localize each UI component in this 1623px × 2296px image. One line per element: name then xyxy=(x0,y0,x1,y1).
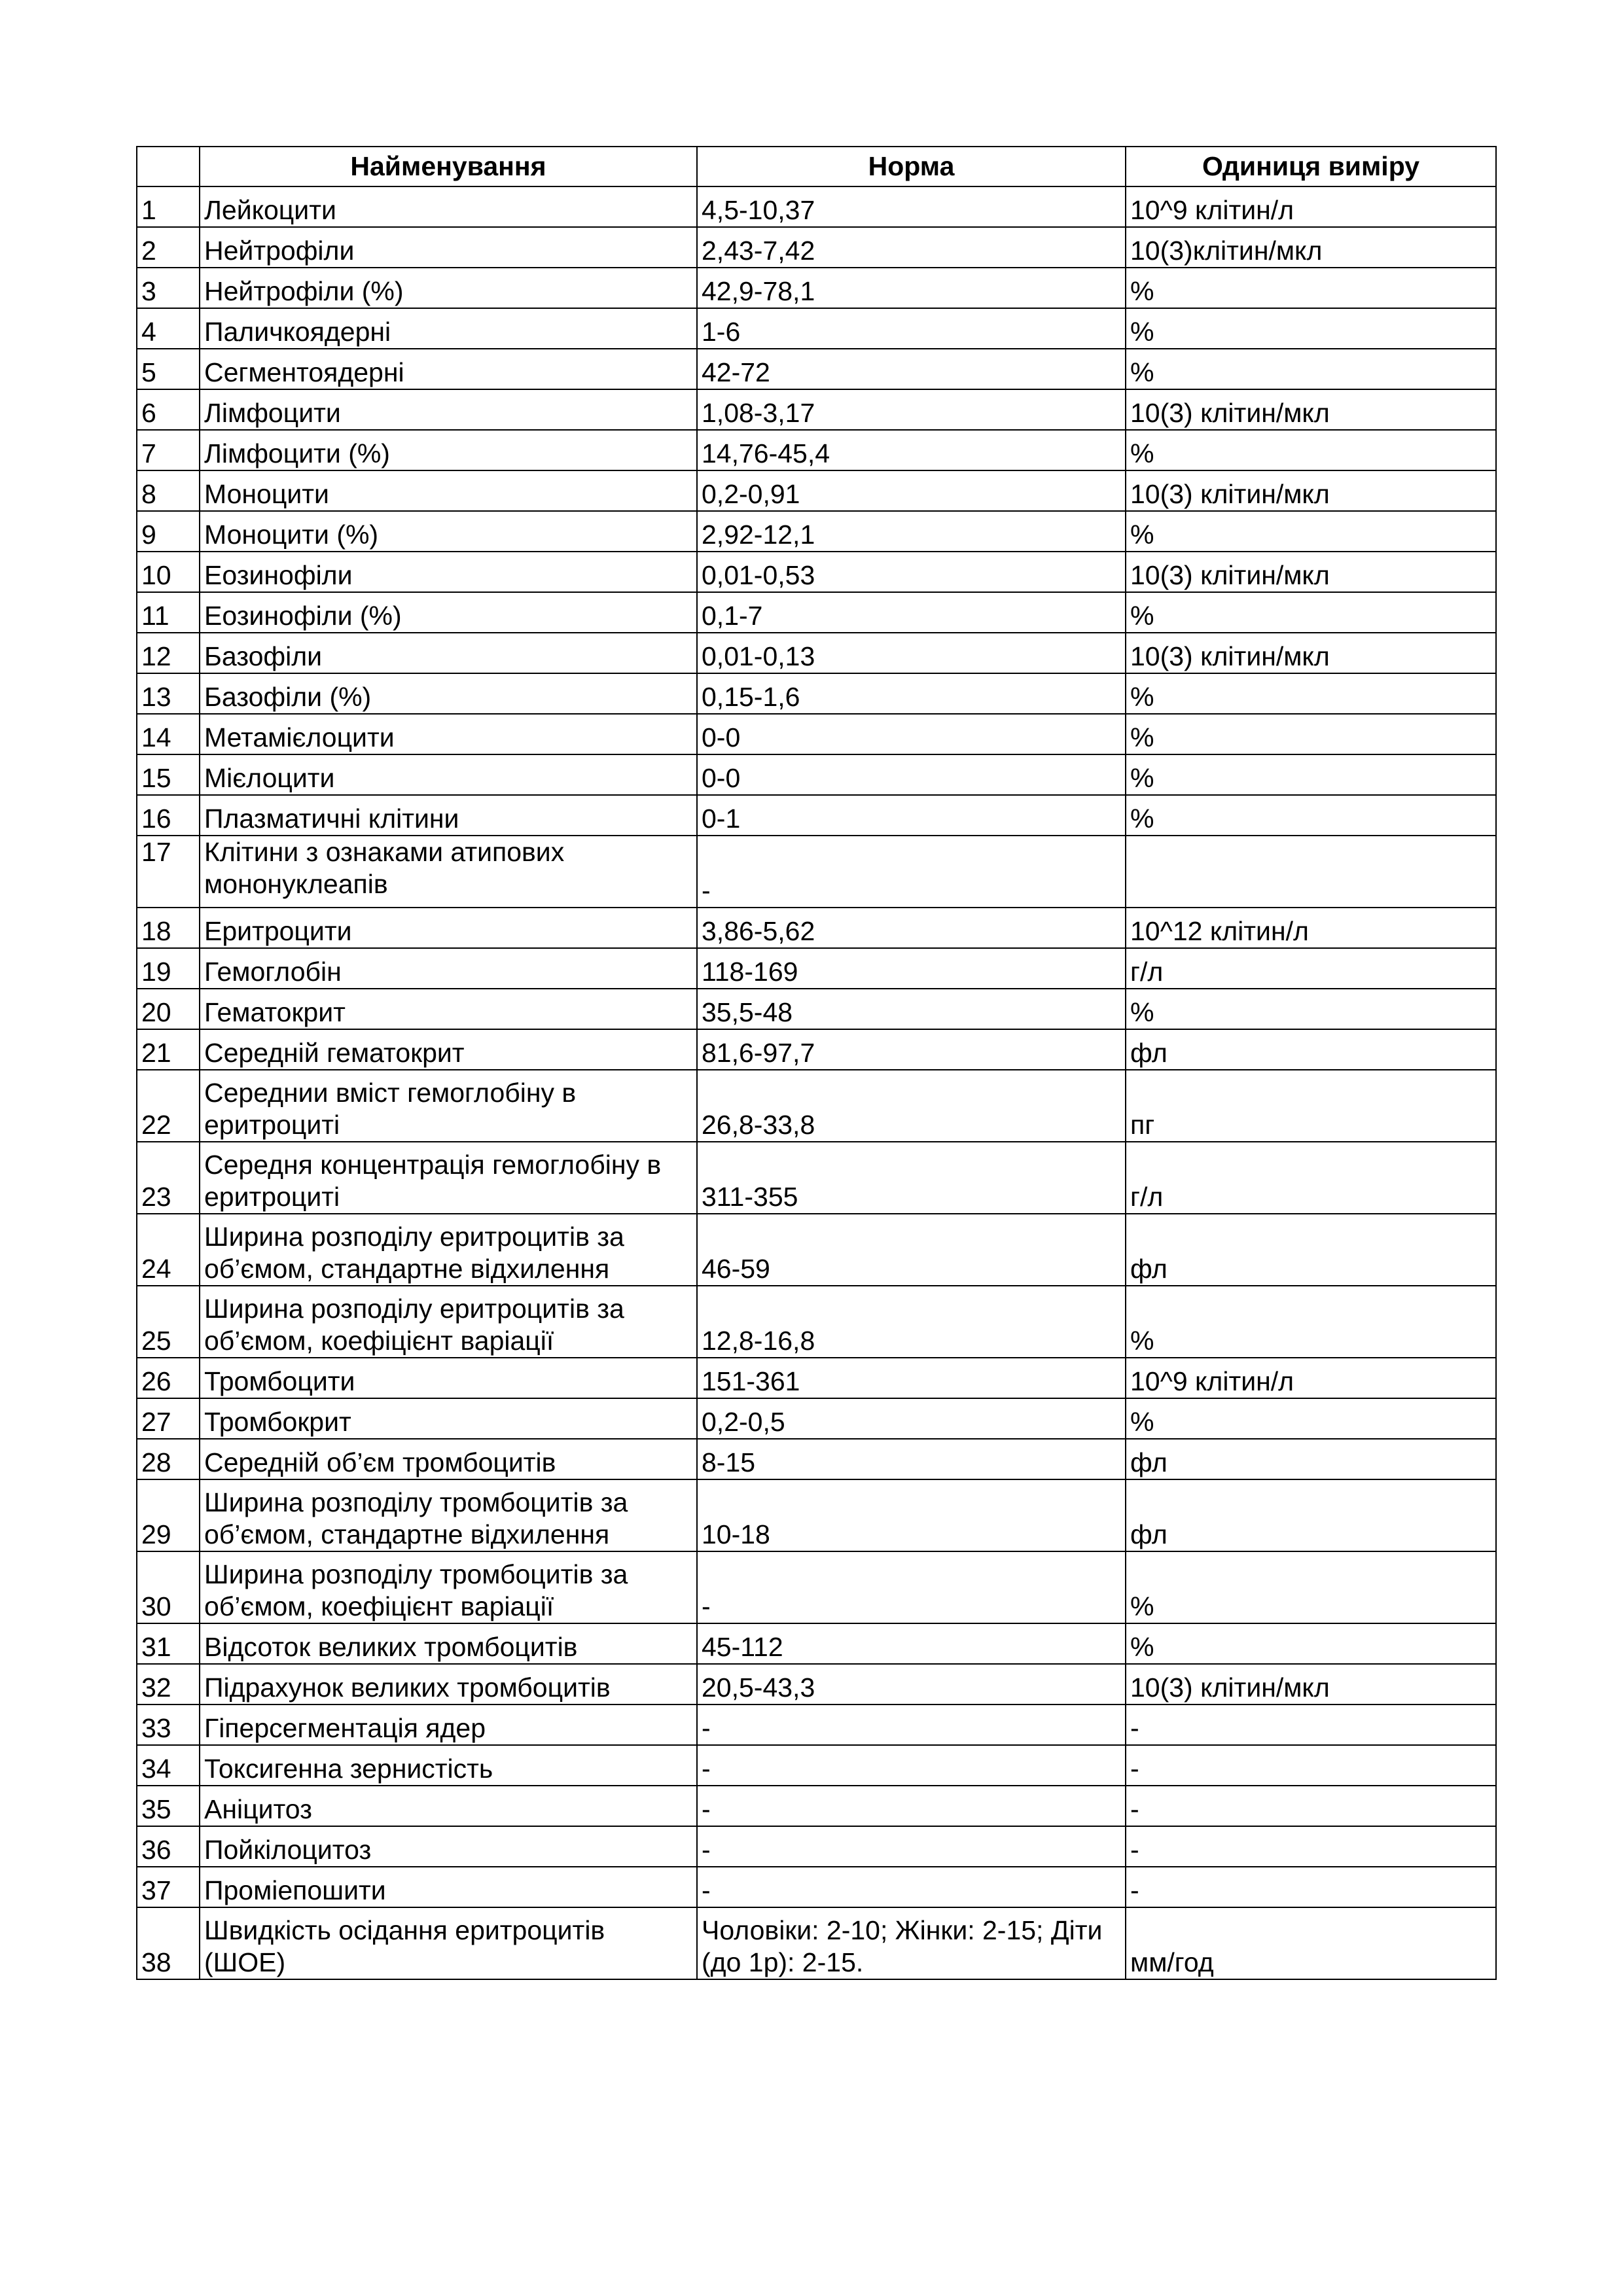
row-name-cell: Гемоглобін xyxy=(200,948,697,989)
table-row xyxy=(137,308,1496,349)
table-row xyxy=(137,1398,1496,1439)
row-unit-cell xyxy=(1126,836,1496,908)
row-norm-cell: - xyxy=(697,836,1126,908)
row-number-cell: 1 xyxy=(137,186,200,227)
table-row xyxy=(137,1214,1496,1286)
row-name-cell: Базофіли (%) xyxy=(200,673,697,714)
table-row xyxy=(137,1786,1496,1826)
row-unit-cell: - xyxy=(1126,1826,1496,1867)
table-row xyxy=(137,1070,1496,1142)
table-row xyxy=(137,948,1496,989)
table-header xyxy=(137,147,1496,186)
row-number-cell: 19 xyxy=(137,948,200,989)
row-norm-cell: 26,8-33,8 xyxy=(697,1070,1126,1142)
row-unit-cell: % xyxy=(1126,349,1496,389)
row-number-cell: 29 xyxy=(137,1479,200,1551)
row-number-cell: 16 xyxy=(137,795,200,836)
row-unit-cell: % xyxy=(1126,268,1496,308)
row-unit-cell: фл xyxy=(1126,1029,1496,1070)
row-number-cell: 23 xyxy=(137,1142,200,1214)
row-name-cell: Середній гематокрит xyxy=(200,1029,697,1070)
table-row xyxy=(137,186,1496,227)
row-name-cell: Базофіли xyxy=(200,633,697,673)
row-norm-cell: Чоловіки: 2-10; Жінки: 2-15; Діти (до 1р): 2-15. xyxy=(697,1907,1126,1979)
row-norm-cell: 0-0 xyxy=(697,754,1126,795)
row-norm-cell: 14,76-45,4 xyxy=(697,430,1126,470)
row-unit-cell: 10(3) клітин/мкл xyxy=(1126,389,1496,430)
table-row xyxy=(137,795,1496,836)
row-norm-cell: 4,5-10,37 xyxy=(697,186,1126,227)
row-number-cell: 11 xyxy=(137,592,200,633)
row-name-cell: Нейтрофіли (%) xyxy=(200,268,697,308)
table-row xyxy=(137,1029,1496,1070)
row-name-cell: Моноцити (%) xyxy=(200,511,697,552)
row-norm-cell: - xyxy=(697,1704,1126,1745)
row-name-cell: Середнии вміст гемоглобіну в еритроциті xyxy=(200,1070,697,1142)
row-name-cell: Плазматичні клітини xyxy=(200,795,697,836)
row-number-cell: 31 xyxy=(137,1623,200,1664)
row-unit-cell: фл xyxy=(1126,1439,1496,1479)
row-unit-cell: % xyxy=(1126,714,1496,754)
row-norm-cell: 2,92-12,1 xyxy=(697,511,1126,552)
header-unit: Одиниця виміру xyxy=(1126,147,1496,186)
row-number-cell: 37 xyxy=(137,1867,200,1907)
row-unit-cell: - xyxy=(1126,1786,1496,1826)
row-norm-cell: - xyxy=(697,1786,1126,1826)
row-name-cell: Пойкілоцитоз xyxy=(200,1826,697,1867)
row-norm-cell: 8-15 xyxy=(697,1439,1126,1479)
row-unit-cell: - xyxy=(1126,1745,1496,1786)
row-number-cell: 3 xyxy=(137,268,200,308)
row-norm-cell: 1,08-3,17 xyxy=(697,389,1126,430)
row-unit-cell: 10^12 клітин/л xyxy=(1126,908,1496,948)
table-row xyxy=(137,1867,1496,1907)
row-number-cell: 35 xyxy=(137,1786,200,1826)
row-number-cell: 7 xyxy=(137,430,200,470)
row-number-cell: 21 xyxy=(137,1029,200,1070)
row-norm-cell: 20,5-43,3 xyxy=(697,1664,1126,1704)
row-name-cell: Проміепошити xyxy=(200,1867,697,1907)
table-row xyxy=(137,714,1496,754)
row-unit-cell: фл xyxy=(1126,1214,1496,1286)
table-row xyxy=(137,552,1496,592)
table-row xyxy=(137,1551,1496,1623)
row-name-cell: Ширина розподілу еритроцитів за об’ємом, стандартне відхилення xyxy=(200,1214,697,1286)
row-unit-cell: мм/год xyxy=(1126,1907,1496,1979)
table-row xyxy=(137,836,1496,908)
row-norm-cell: 42-72 xyxy=(697,349,1126,389)
table-row xyxy=(137,430,1496,470)
row-name-cell: Ширина розподілу тромбоцитів за об’ємом, стандартне відхилення xyxy=(200,1479,697,1551)
table-row xyxy=(137,1358,1496,1398)
table-row xyxy=(137,268,1496,308)
row-number-cell: 10 xyxy=(137,552,200,592)
row-number-cell: 32 xyxy=(137,1664,200,1704)
table-row xyxy=(137,470,1496,511)
row-number-cell: 25 xyxy=(137,1286,200,1358)
row-number-cell: 30 xyxy=(137,1551,200,1623)
row-name-cell: Токсигенна зернистість xyxy=(200,1745,697,1786)
row-number-cell: 36 xyxy=(137,1826,200,1867)
row-name-cell: Паличкоядерні xyxy=(200,308,697,349)
row-number-cell: 28 xyxy=(137,1439,200,1479)
row-number-cell: 14 xyxy=(137,714,200,754)
row-norm-cell: 0-0 xyxy=(697,714,1126,754)
row-unit-cell: % xyxy=(1126,308,1496,349)
row-number-cell: 17 xyxy=(137,836,200,908)
header-norm: Норма xyxy=(697,147,1126,186)
table-row xyxy=(137,389,1496,430)
row-unit-cell: 10(3) клітин/мкл xyxy=(1126,470,1496,511)
row-norm-cell: 81,6-97,7 xyxy=(697,1029,1126,1070)
row-name-cell: Мієлоцити xyxy=(200,754,697,795)
row-unit-cell: г/л xyxy=(1126,948,1496,989)
row-unit-cell: 10^9 клітин/л xyxy=(1126,186,1496,227)
row-unit-cell: % xyxy=(1126,1398,1496,1439)
blood-test-norms-table xyxy=(136,146,1497,1980)
row-number-cell: 13 xyxy=(137,673,200,714)
row-unit-cell: пг xyxy=(1126,1070,1496,1142)
row-number-cell: 24 xyxy=(137,1214,200,1286)
row-unit-cell: - xyxy=(1126,1867,1496,1907)
table-row xyxy=(137,754,1496,795)
row-norm-cell: 0,2-0,91 xyxy=(697,470,1126,511)
row-number-cell: 6 xyxy=(137,389,200,430)
row-norm-cell: 0,2-0,5 xyxy=(697,1398,1126,1439)
row-name-cell: Ширина розподілу еритроцитів за об’ємом, коефіцієнт варіації xyxy=(200,1286,697,1358)
table-row xyxy=(137,673,1496,714)
row-unit-cell: % xyxy=(1126,673,1496,714)
table-row xyxy=(137,1479,1496,1551)
row-norm-cell: 0,1-7 xyxy=(697,592,1126,633)
row-name-cell: Гематокрит xyxy=(200,989,697,1029)
row-number-cell: 33 xyxy=(137,1704,200,1745)
row-unit-cell: % xyxy=(1126,1623,1496,1664)
row-norm-cell: 0-1 xyxy=(697,795,1126,836)
row-name-cell: Метамієлоцити xyxy=(200,714,697,754)
row-name-cell: Нейтрофіли xyxy=(200,227,697,268)
row-unit-cell: 10^9 клітин/л xyxy=(1126,1358,1496,1398)
table-row xyxy=(137,349,1496,389)
table-row xyxy=(137,592,1496,633)
row-number-cell: 20 xyxy=(137,989,200,1029)
row-name-cell: Сегментоядерні xyxy=(200,349,697,389)
table-row xyxy=(137,511,1496,552)
table-row xyxy=(137,227,1496,268)
row-unit-cell: 10(3)клітин/мкл xyxy=(1126,227,1496,268)
row-number-cell: 22 xyxy=(137,1070,200,1142)
row-unit-cell: - xyxy=(1126,1704,1496,1745)
row-name-cell: Аніцитоз xyxy=(200,1786,697,1826)
row-number-cell: 9 xyxy=(137,511,200,552)
row-norm-cell: 0,01-0,13 xyxy=(697,633,1126,673)
row-number-cell: 15 xyxy=(137,754,200,795)
row-name-cell: Тромбокрит xyxy=(200,1398,697,1439)
row-norm-cell: 0,01-0,53 xyxy=(697,552,1126,592)
table-row xyxy=(137,1664,1496,1704)
row-name-cell: Тромбоцити xyxy=(200,1358,697,1398)
row-name-cell: Еозинофіли (%) xyxy=(200,592,697,633)
row-name-cell: Відсоток великих тромбоцитів xyxy=(200,1623,697,1664)
row-name-cell: Еозинофіли xyxy=(200,552,697,592)
row-norm-cell: - xyxy=(697,1551,1126,1623)
row-norm-cell: 46-59 xyxy=(697,1214,1126,1286)
row-name-cell: Швидкість осідання еритроцитів (ШОЕ) xyxy=(200,1907,697,1979)
row-norm-cell: - xyxy=(697,1826,1126,1867)
row-unit-cell: 10(3) клітин/мкл xyxy=(1126,1664,1496,1704)
row-unit-cell: % xyxy=(1126,511,1496,552)
row-name-cell: Середня концентрація гемоглобіну в еритроциті xyxy=(200,1142,697,1214)
row-unit-cell: % xyxy=(1126,1551,1496,1623)
row-name-cell: Підрахунок великих тромбоцитів xyxy=(200,1664,697,1704)
row-name-cell: Лейкоцити xyxy=(200,186,697,227)
table-row xyxy=(137,1623,1496,1664)
row-norm-cell: 1-6 xyxy=(697,308,1126,349)
row-number-cell: 5 xyxy=(137,349,200,389)
table-row xyxy=(137,989,1496,1029)
row-unit-cell: % xyxy=(1126,989,1496,1029)
row-unit-cell: 10(3) клітин/мкл xyxy=(1126,633,1496,673)
row-name-cell: Клітини з ознаками атипових мононуклеапів xyxy=(200,836,697,908)
row-name-cell: Середній об’єм тромбоцитів xyxy=(200,1439,697,1479)
row-unit-cell: % xyxy=(1126,1286,1496,1358)
row-unit-cell: 10(3) клітин/мкл xyxy=(1126,552,1496,592)
row-unit-cell: % xyxy=(1126,592,1496,633)
header-row xyxy=(137,147,1496,186)
row-name-cell: Гіперсегментація ядер xyxy=(200,1704,697,1745)
row-unit-cell: % xyxy=(1126,754,1496,795)
row-unit-cell: фл xyxy=(1126,1479,1496,1551)
table-row xyxy=(137,1745,1496,1786)
row-norm-cell: 45-112 xyxy=(697,1623,1126,1664)
table-row xyxy=(137,633,1496,673)
row-norm-cell: 0,15-1,6 xyxy=(697,673,1126,714)
row-unit-cell: г/л xyxy=(1126,1142,1496,1214)
row-number-cell: 26 xyxy=(137,1358,200,1398)
row-number-cell: 12 xyxy=(137,633,200,673)
row-name-cell: Еритроцити xyxy=(200,908,697,948)
row-name-cell: Моноцити xyxy=(200,470,697,511)
row-norm-cell: 2,43-7,42 xyxy=(697,227,1126,268)
row-name-cell: Лімфоцити xyxy=(200,389,697,430)
table-row xyxy=(137,1704,1496,1745)
row-norm-cell: 3,86-5,62 xyxy=(697,908,1126,948)
row-name-cell: Лімфоцити (%) xyxy=(200,430,697,470)
row-number-cell: 38 xyxy=(137,1907,200,1979)
row-unit-cell: % xyxy=(1126,795,1496,836)
row-number-cell: 27 xyxy=(137,1398,200,1439)
table-row xyxy=(137,1439,1496,1479)
table-row xyxy=(137,1826,1496,1867)
table-row xyxy=(137,1142,1496,1214)
row-number-cell: 34 xyxy=(137,1745,200,1786)
table-row xyxy=(137,1907,1496,1979)
row-number-cell: 4 xyxy=(137,308,200,349)
table-row xyxy=(137,1286,1496,1358)
row-norm-cell: 118-169 xyxy=(697,948,1126,989)
row-norm-cell: 311-355 xyxy=(697,1142,1126,1214)
row-norm-cell: 35,5-48 xyxy=(697,989,1126,1029)
row-norm-cell: 151-361 xyxy=(697,1358,1126,1398)
header-number xyxy=(137,147,200,186)
row-norm-cell: - xyxy=(697,1745,1126,1786)
row-number-cell: 18 xyxy=(137,908,200,948)
row-number-cell: 2 xyxy=(137,227,200,268)
row-norm-cell: - xyxy=(697,1867,1126,1907)
table-body xyxy=(137,186,1496,1979)
row-norm-cell: 42,9-78,1 xyxy=(697,268,1126,308)
header-name: Найменування xyxy=(200,147,697,186)
row-name-cell: Ширина розподілу тромбоцитів за об’ємом, коефіцієнт варіації xyxy=(200,1551,697,1623)
row-unit-cell: % xyxy=(1126,430,1496,470)
row-norm-cell: 12,8-16,8 xyxy=(697,1286,1126,1358)
row-norm-cell: 10-18 xyxy=(697,1479,1126,1551)
row-number-cell: 8 xyxy=(137,470,200,511)
table-row xyxy=(137,908,1496,948)
